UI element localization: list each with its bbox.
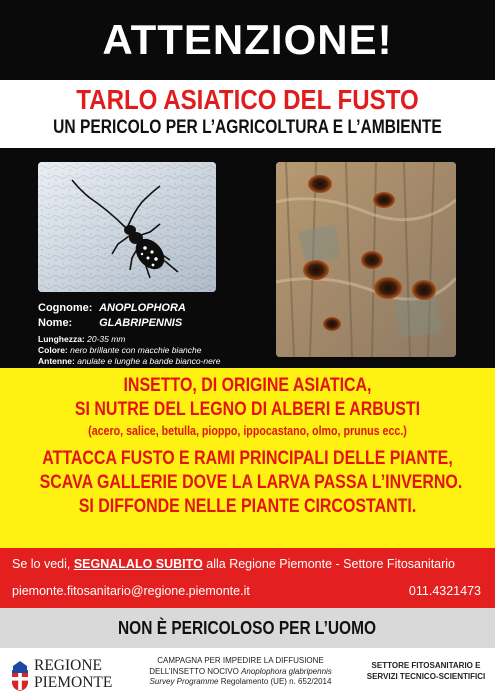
footer — [0, 648, 495, 700]
cognome-value: ANOPLOPHORA — [99, 302, 186, 314]
photo-band — [0, 148, 495, 368]
colore-value: nero brillante con macchie bianche — [70, 345, 202, 355]
campaign-regulation: Regolamento (UE) n. 652/2014 — [218, 677, 332, 686]
header-band — [0, 0, 495, 80]
logo-line1: REGIONE — [34, 657, 103, 674]
report-prefix: Se lo vedi, — [12, 557, 74, 571]
origin-line: INSETTO, DI ORIGINE ASIATICA, — [123, 375, 372, 396]
lunghezza-row — [38, 334, 220, 345]
campaign-line2-text: DELL’INSETTO NOCIVO — [149, 666, 242, 676]
logo-line2: PIEMONTE — [34, 674, 113, 691]
colore-label: Colore: — [38, 345, 68, 355]
campaign-line1: CAMPAGNA PER IMPEDIRE LA DIFFUSIONE — [157, 656, 324, 665]
bark-damage-photo-icon — [276, 162, 456, 357]
host-trees-line: (acero, salice, betulla, pioppo, ippocastano, olmo, prunus ecc.) — [88, 423, 407, 438]
department-line1: SETTORE FITOSANITARIO E — [371, 661, 481, 670]
cognome-label: Cognome: — [38, 302, 93, 314]
department-line2: SERVIZI TECNICO-SCIENTIFICI — [366, 672, 486, 681]
pest-subtitle: UN PERICOLO PER L’AGRICOLTURA E L’AMBIENTE — [53, 117, 442, 138]
safety-note: NON È PERICOLOSO PER L’UOMO — [118, 617, 377, 638]
diet-line: SI NUTRE DEL LEGNO DI ALBERI E ARBUSTI — [74, 399, 421, 420]
galleries-line: SCAVA GALLERIE DOVE LA LARVA PASSA L’INVERNO. — [39, 472, 463, 493]
report-link[interactable]: SEGNALALO SUBITO — [73, 557, 203, 571]
piemonte-crest-icon — [10, 658, 30, 692]
logo-text — [34, 657, 112, 691]
attack-line: ATTACCA FUSTO E RAMI PRINCIPALI DELLE PIANTE, — [42, 448, 453, 469]
report-suffix: alla Regione Piemonte - Settore Fitosanitario — [202, 557, 456, 571]
lunghezza-value: 20-35 mm — [87, 334, 126, 344]
damage-block — [0, 439, 495, 519]
species-nome-row — [38, 316, 220, 331]
origin-block — [0, 368, 495, 439]
campaign-line3 — [128, 677, 353, 688]
safety-band — [0, 608, 495, 648]
pest-title: TARLO ASIATICO DEL FUSTO — [76, 84, 419, 115]
spread-line: SI DIFFONDE NELLE PIANTE CIRCOSTANTI. — [78, 496, 417, 517]
nome-label: Nome: — [38, 317, 73, 329]
antenne-value: anulate e lunghe a bande bianco-nere — [77, 356, 221, 366]
campaign-species: Anoplophora glabripennis — [241, 666, 332, 676]
antenne-label: Antenne: — [38, 356, 75, 366]
contact-phone[interactable]: 011.4321473 — [408, 584, 481, 598]
department-info — [362, 660, 490, 682]
report-line — [12, 557, 455, 571]
contact-band — [0, 548, 495, 608]
campaign-info — [128, 656, 353, 688]
attention-title: ATTENZIONE! — [102, 16, 393, 63]
headline-band — [0, 80, 495, 148]
campaign-programme: Survey Programme — [149, 677, 219, 686]
antenne-row — [38, 356, 220, 367]
colore-row — [38, 345, 220, 356]
nome-value: GLABRIPENNIS — [99, 317, 183, 329]
contact-email[interactable]: piemonte.fitosanitario@regione.piemonte.it — [12, 584, 250, 598]
campaign-line2 — [128, 667, 353, 678]
description-band — [0, 368, 495, 548]
regione-piemonte-logo — [10, 656, 120, 696]
beetle-photo-icon — [38, 162, 216, 292]
species-info — [38, 301, 220, 367]
species-cognome-row — [38, 301, 220, 316]
lunghezza-label: Lunghezza: — [38, 334, 85, 344]
